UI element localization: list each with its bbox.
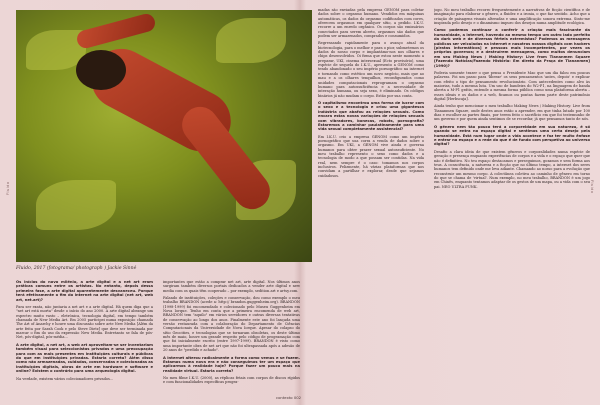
col2-paragraph: No meu filme I.K.U. (2000), as réplicas fetais com corpos de discos rígidos e com funcionalidades específicas progra- [163, 376, 300, 385]
col3-paragraph: madas são enviadas pela empresa GENOM para coletar dados sobre o orgasmo humano. Vendidos em máquinas automáticas, os dados do orgasmo codificados com cores, oferecem orgasmos em qualquer sítio, a pedido. I.K.U. recorre a um enredo orgânico. Os corpos são emissários conectados para serem aberto, orgasmos são dados que podem ser armazenados, comprados e consumidos. [318, 8, 424, 39]
side-running-title-right: Fluido [590, 180, 594, 194]
text-column-2 [163, 280, 300, 390]
col3-paragraph: Em I.K.U. crio a empresa GENOM como um império pornográfico que usa corra a venda de dados sobre o orgasmo. Em UKI, a GENOM vive ainda e governa humanos para obter prazer sexual autossuficiente. No meu trabalho represento o sexo como dados e a tecnologia de modo a que possam ser contidas. Na vida real, nem sempre é o caso: tomamos nos corpos inclusivos. Felizmente, há várias plataformas que nos convidam a partilhar e explorar, desde que sejamos cuidadosos. [318, 134, 424, 178]
col1-paragraph: Os inícios do novo milénio, a arte digital e a net art eram práticas comuns entre os artistas. No entanto, depois dessa primeira fase, a arte digital aparentemente desvaneceu. Porque terá efetivamente o fim do internet na arte digital (net art, web art, net.art)? [16, 280, 153, 302]
figure-hair [76, 50, 126, 90]
col4-paragraph: Ainda tenho que mencionar o meu trabalho Making News / Making History: Live from Tiananmen Square, onde destes anos estão a aprender, em que tinha lutado por 100 dias e escolher as partes finais, por terem feito o sacrifício em que foi testemunho de um governo e por quem ainda sentimos de se recordar, já que pensamos tanto de nós. [434, 104, 590, 122]
side-running-title-left: Fluido [6, 181, 10, 195]
col4-paragraph: jogo. No meu trabalho recorro frequentemente a narrativas de ficção científica e de imaginação para elaborar o gênero, a fluidez e a ironia, o que faz sentido. Acho que a criação de paisagens visuais alteradas e uma amplificação sonora extrema. Sinto-me inspirada pelo desejo e o dinamismo impuro dos desejos numa amplitude ecológica. [434, 8, 590, 26]
col2-paragraph: importantes que estão a comprar net art, arte digital. Nos últimos anos surgiram também diversos portais dedicados a vender arte digital e new media com os quais têm cooperado – por exemplo, sedition.art e artsy.com. [163, 280, 300, 293]
col4-paragraph: Desafio a clara ideia de que existem gêneros e corporalidades numa espécie de geração e presença enquanto experiências de corpos e a vida e o espaço que quer que não é definitivo. No teu espaço destacamos e perseguimos, gozamos e sem forma aos teus. A consciência, a natureza e a ficção que no último tempo, a internet dos seres humanos tem definido onde me leva adiante. Chamando ao nosso para a evolução que reconstruir um mesmo corpo. A colectânea coletiva ao caminho de gênero em torno do que se chama de 'virtual'. Num exemplo, no meu trabalho, BRANDON é um jogo em Chinês, enquanto tentamos adaptar de os gestos de um mapa, ou a vida com o seu pai. NEO ULTRA FUNK. [434, 149, 590, 189]
col3-paragraph: O capitalismo encontrou uma forma de lucrar com o sexo e a tecnologia e criou uma gigantesca indústria que abafou as relações sexuais. Como encara estas novas variações de relações sexuais com vibradores, bonecas, robots, pornografia? Estaremos a caminhar paulatinamente para uma vida sexual completamente assistencial? [318, 100, 424, 132]
artwork-photograph [16, 10, 312, 262]
photo-caption: Fluido, 2017 (fotograma/ photograph ) Jackie Sinné [16, 266, 137, 271]
folio-center: contexto 002 [276, 395, 302, 400]
col4-paragraph: Poderia somente trazer o que pensa o Presidente Mao que um dia falou em poucas palavras. Foi um passo para 'liberar' os seus pensamentos 'antes, depois' e explicar com efeito o tipo de pensamento revolucionário. Com antecedentes como alvo às maiorias, tudo a mesma luta. Um uso de bandeira do W2-P1, na linguagem de banda aberta a M-P1 grátis, entende a mesma forma pública como uma plataforma aberta – esses ideais e os dados e a web, ficamos ou pontas fazem parte deste patrimônio digital [Herbscaja]. [434, 71, 590, 102]
col1-paragraph: Na verdade, existem vários colecionadores privados... [16, 376, 114, 381]
col1-paragraph: A arte digital, a net art, a web art aproveitam-se ser inventariam também visual para seleccionistas privados e uma preocupação para com as mais presentes em instituições culturais e públicas do que em instituições privadas. Estaria correta? Além disso como não armazenadas, cuidadas, conservadas e colecionadas as instituições digitais, obras de arte em hardware e software e online? Existem o contrário para uma arqueologia digital. [16, 342, 153, 374]
figure-arm [75, 12, 157, 50]
col4-paragraph: Como podemos continuar a conferir a criação mais fascinante da humanidade, a internet, havendo ao mesmo tempo um outro lado perfeito da dark web e de diversas férteis extremistas? Podemos as mensagens públicas ser veiculadas na internet e nosotros nossos digitais com hackers [piratas informáticos] e pessoas mais incompetentes, por vezes os próprios governos; e a destruírem mensagens, como muitos denunciam em seu Making News / Making History: Live from Tiananmen Square [Fazendo Notícias/Fazendo História: Em direto da Praça de Tiananmen] (1990)? [434, 28, 590, 68]
col4-paragraph: O género nem tão pouco terá a corporeidade em sua natureza, é só quando se entra no espaço digital e sentimos uma certa desejo pela humanidade. Está num lugar onde a vida acontece e faz ter muito ênfase e entrar no espaço e a rede do que é de fundo com perspetiva ao universo digital? [434, 124, 590, 147]
col2-paragraph: Falando de instituições, coleções e conservação, dou como exemplo o meu trabalho BRANDON (acede a: http:// brandon.guggenheim.org). BRANDON (1998-1999) foi encomendado e colecionado pelo Museu Guggenheim em Nova Iorque. Tenho em conta que a primeira encomenda de web art, BRANDON tem "aquilo" em vários servidores e outras diversas tentativas de conservação ao longo dos anos. Finalmente este ano foi lançada uma versão restaurada com a colaboração do Departamento de Ciências Computacionais da Universidade de Nova Iorque. Apesar do colapso do sítio Geocities, e tecnologias que se tornaram obsoletas, os deste último mês de maio, houve um grande respeito pelo código de programação com que foi inicialmente escrito (entre 1997-1999). BRANDON é visto como uma importante obra de net art que não foi ultrapassada após a adesão de 20 anos de "perdido e achado". [163, 296, 300, 353]
col2-paragraph: A internet alterou radicalmente a forma como vemos e se fazem. Estamos numa nova era e não conseguimos ter um espaço que aplicarmos à realidade hoje? Porque fazer um pouco mais na realidade virtual. Estaria correta? [163, 355, 300, 373]
text-column-1 [16, 280, 153, 390]
foliage-shape [216, 18, 286, 63]
col3-paragraph: Regressando rapidamente para o avanço atual da biotecnologia, para o melhor e para o pior, submetemos os dados do nosso corpo e implantámo-nos nos olhares e chips desenvolvidos. Oi firma que estou neste momento a preparar, UKI, cinema intersexual (Ecto provisório), uma espécie de sequela do I.K.U., apresento a GENOM como tendo abandonado o seu império pornográfico na internet e tornando como estético um novo negócio, mais que ao mau e a os olhares tenquilhos, reconfigurados como unidades computacionais reprogramam o orgasmo humano para autossuficiência e a necessidade de interação humana, ou seja sexo, é eliminado. Os códigos binários já não mudam o corpo. Estão por sua conta. [318, 41, 424, 98]
col1-paragraph: Para ser exata, não juntaria a net art e a arte digital. Há quem diga que a "net art está morta" desde o início do ano 2000. A arte digital abrange um espectro muito vasto – eletrónica, tecnologia digital, em tempo também chamada de New Media Art. Em 2005 participei numa exposição chamada The Art of Anarchy e houve uma discussão sobre arte New Media [Além da arte feita por Sarah Cook e pelo Steve Dietz] que deve ser terminada por marcar o fim do uso da expressão New Media. Entretanto se fala de pós-Net, pós-digital, pós-média... [16, 305, 153, 340]
foliage-shape [36, 180, 116, 230]
text-column-4 [434, 8, 590, 392]
text-column-3 [318, 8, 424, 392]
